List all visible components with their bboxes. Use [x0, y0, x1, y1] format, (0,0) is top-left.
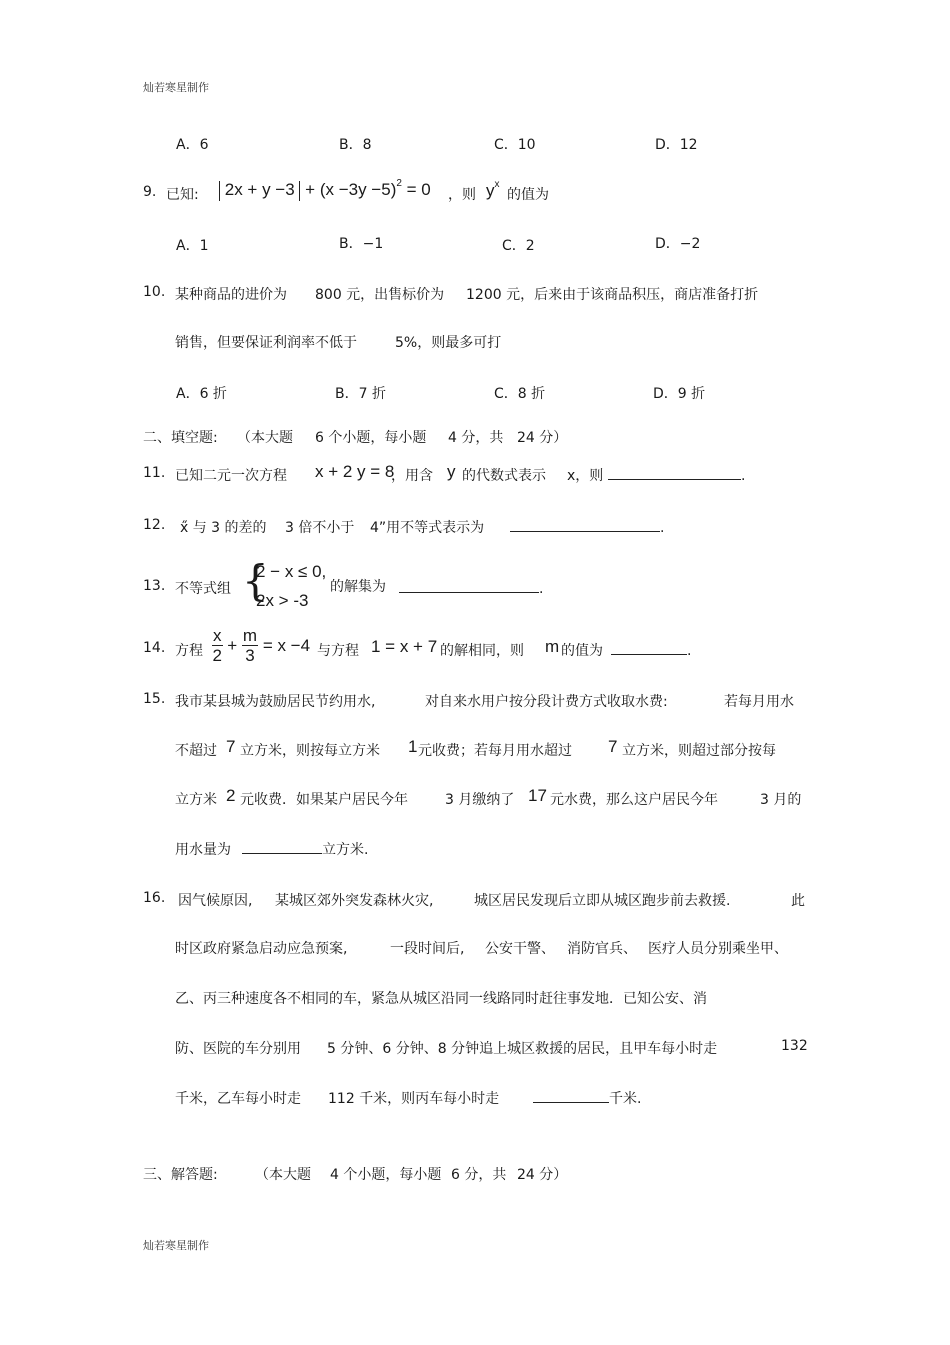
- answer-blank[interactable]: 千米.: [533, 1088, 641, 1108]
- question-number: 14.: [143, 640, 166, 656]
- text: 对自来水用户按分段计费方式收取水费:: [425, 694, 668, 710]
- question-number: 13.: [143, 578, 166, 594]
- option-c: C．10: [494, 137, 536, 153]
- equation-2: 1 = x + 7: [371, 637, 438, 656]
- text: 已知二元一次方程: [175, 468, 287, 484]
- text: 医疗人员分别乘坐甲、: [648, 941, 788, 957]
- section-title: 三、解答题:: [143, 1167, 218, 1183]
- section-title: 二、填空题:: [143, 430, 218, 446]
- option-d: D．12: [655, 137, 698, 153]
- left-brace: {: [242, 556, 269, 605]
- abs-expression: 2x + y −3: [224, 180, 295, 199]
- text: 因气候原因,: [178, 893, 253, 909]
- plus-sign: +: [227, 635, 238, 655]
- text: 元收费；若每月用水超过: [418, 743, 572, 759]
- text: 公安干警、: [485, 941, 555, 957]
- text: 6 个小题，每小题: [315, 430, 427, 446]
- text: 防、医院的车分别用: [175, 1041, 301, 1057]
- text: 此: [791, 893, 805, 909]
- text: 方程: [175, 643, 203, 659]
- text: 24 分）: [517, 430, 568, 446]
- paren-expression: (x −3y −5: [319, 180, 391, 199]
- text: 若每月用水: [724, 694, 794, 710]
- question-prefix: 已知:: [166, 187, 199, 203]
- text: 不超过: [175, 743, 217, 759]
- text: 24 分）: [517, 1167, 568, 1183]
- exponent: 2: [396, 178, 402, 189]
- number: 7: [608, 737, 618, 756]
- number: 1: [408, 737, 418, 756]
- inequality-1: 2 − x ≤ 0,: [256, 562, 327, 581]
- text: 的值为: [561, 643, 603, 659]
- text: 的代数式表示: [462, 468, 546, 484]
- text: 的解集为: [330, 579, 386, 595]
- option-d: D．−2: [655, 236, 701, 252]
- text: 800 元，出售标价为: [315, 287, 445, 303]
- text: 乙、丙三种速度各不相同的车，紧急从城区沿同一线路同时赶往事发地．已知公安、消: [175, 991, 707, 1007]
- q9-equation: [219, 180, 431, 201]
- answer-blank[interactable]: 立方米.: [242, 839, 368, 859]
- text: 立方米: [175, 792, 217, 808]
- plus-sign: +: [305, 180, 316, 199]
- text: x̋ 与 3 的差的: [180, 520, 267, 536]
- close-paren: ): [390, 180, 397, 199]
- q9-post: 的值为: [507, 187, 549, 203]
- text: ，用含: [391, 468, 433, 484]
- option-b: B．7 折: [335, 386, 386, 402]
- text: 用水量为: [175, 842, 231, 858]
- question-number: 11.: [143, 465, 166, 481]
- text: 立方米，则超过部分按每: [622, 743, 776, 759]
- text: （本大题: [237, 430, 293, 446]
- text: 5%，则最多可打: [395, 335, 502, 351]
- text: 3 月缴纳了: [445, 792, 515, 808]
- number: 17: [528, 786, 547, 805]
- page-footer: 灿若寒星制作: [143, 1239, 209, 1252]
- question-number: 16.: [143, 890, 166, 906]
- equals-zero: = 0: [406, 180, 431, 199]
- question-number: 15.: [143, 691, 166, 707]
- answer-blank[interactable]: .: [399, 578, 543, 597]
- equation: x + 2 y = 8: [315, 462, 395, 481]
- text: 6 分，共: [451, 1167, 507, 1183]
- option-b: B．−1: [339, 236, 384, 252]
- text: 4 个小题，每小题: [330, 1167, 442, 1183]
- option-b: B．8: [339, 137, 372, 153]
- text: 我市某县城为鼓励居民节约用水,: [175, 694, 376, 710]
- text: 一段时间后,: [390, 941, 465, 957]
- text: （本大题: [255, 1167, 311, 1183]
- fraction-m-over-3: $\frac{m}{3}$: [242, 626, 258, 665]
- option-a: A．1: [176, 238, 209, 254]
- text: 132: [781, 1038, 808, 1054]
- text: 与方程: [317, 643, 359, 659]
- text: 3 倍不小于: [285, 520, 355, 536]
- text: 销售，但要保证利润率不低于: [175, 335, 357, 351]
- variable-y: y: [447, 462, 456, 481]
- text: 城区居民发现后立即从城区跑步前去救援.: [474, 893, 731, 909]
- question-number: 9.: [143, 184, 157, 200]
- text: 1200 元，后来由于该商品积压，商店准备打折: [466, 287, 759, 303]
- rhs: = x −4: [262, 635, 311, 655]
- text: 4 分，共: [448, 430, 504, 446]
- answer-blank[interactable]: .: [608, 465, 745, 484]
- text: 千米，乙车每小时走: [175, 1091, 301, 1107]
- text: 不等式组: [175, 581, 231, 597]
- text: 某种商品的进价为: [175, 287, 287, 303]
- option-c: C．2: [502, 238, 535, 254]
- text: 某城区郊外突发森林火灾,: [275, 893, 434, 909]
- option-c: C．8 折: [494, 386, 546, 402]
- option-a: A．6: [176, 137, 209, 153]
- text: 消防官兵、: [567, 941, 637, 957]
- fraction-x-over-2: $\frac{x}{2}$: [212, 626, 222, 665]
- text: x，则: [567, 468, 604, 484]
- text: 5 分钟、6 分钟、8 分钟追上城区救援的居民，且甲车每小时走: [327, 1041, 718, 1057]
- number: 2: [226, 786, 236, 805]
- answer-blank[interactable]: .: [510, 517, 664, 536]
- text: 的解相同，则: [440, 643, 524, 659]
- inequality-2: 2x > -3: [256, 591, 309, 610]
- answer-blank[interactable]: .: [611, 640, 691, 659]
- text: 3 月的: [760, 792, 802, 808]
- text: 立方米，则按每立方米: [240, 743, 380, 759]
- text: 时区政府紧急启动应急预案,: [175, 941, 348, 957]
- abs-bar-left: [219, 181, 220, 201]
- option-d: D．9 折: [653, 386, 706, 402]
- text: 元水费，那么这户居民今年: [550, 792, 718, 808]
- text: 4”用不等式表示为: [370, 520, 485, 536]
- q9-y: $y^x$: [486, 179, 500, 200]
- question-number: 10.: [143, 284, 166, 300]
- page-header: 灿若寒星制作: [143, 81, 209, 94]
- text: 112 千米，则丙车每小时走: [328, 1091, 500, 1107]
- option-a: A．6 折: [176, 386, 227, 402]
- question-number: 12.: [143, 517, 166, 533]
- equation-1: [212, 627, 310, 666]
- text: 元收费．如果某户居民今年: [240, 792, 408, 808]
- number: 7: [226, 737, 236, 756]
- abs-bar-right: [299, 181, 300, 201]
- variable-m: m: [545, 637, 560, 656]
- q9-mid: ，则: [448, 187, 476, 203]
